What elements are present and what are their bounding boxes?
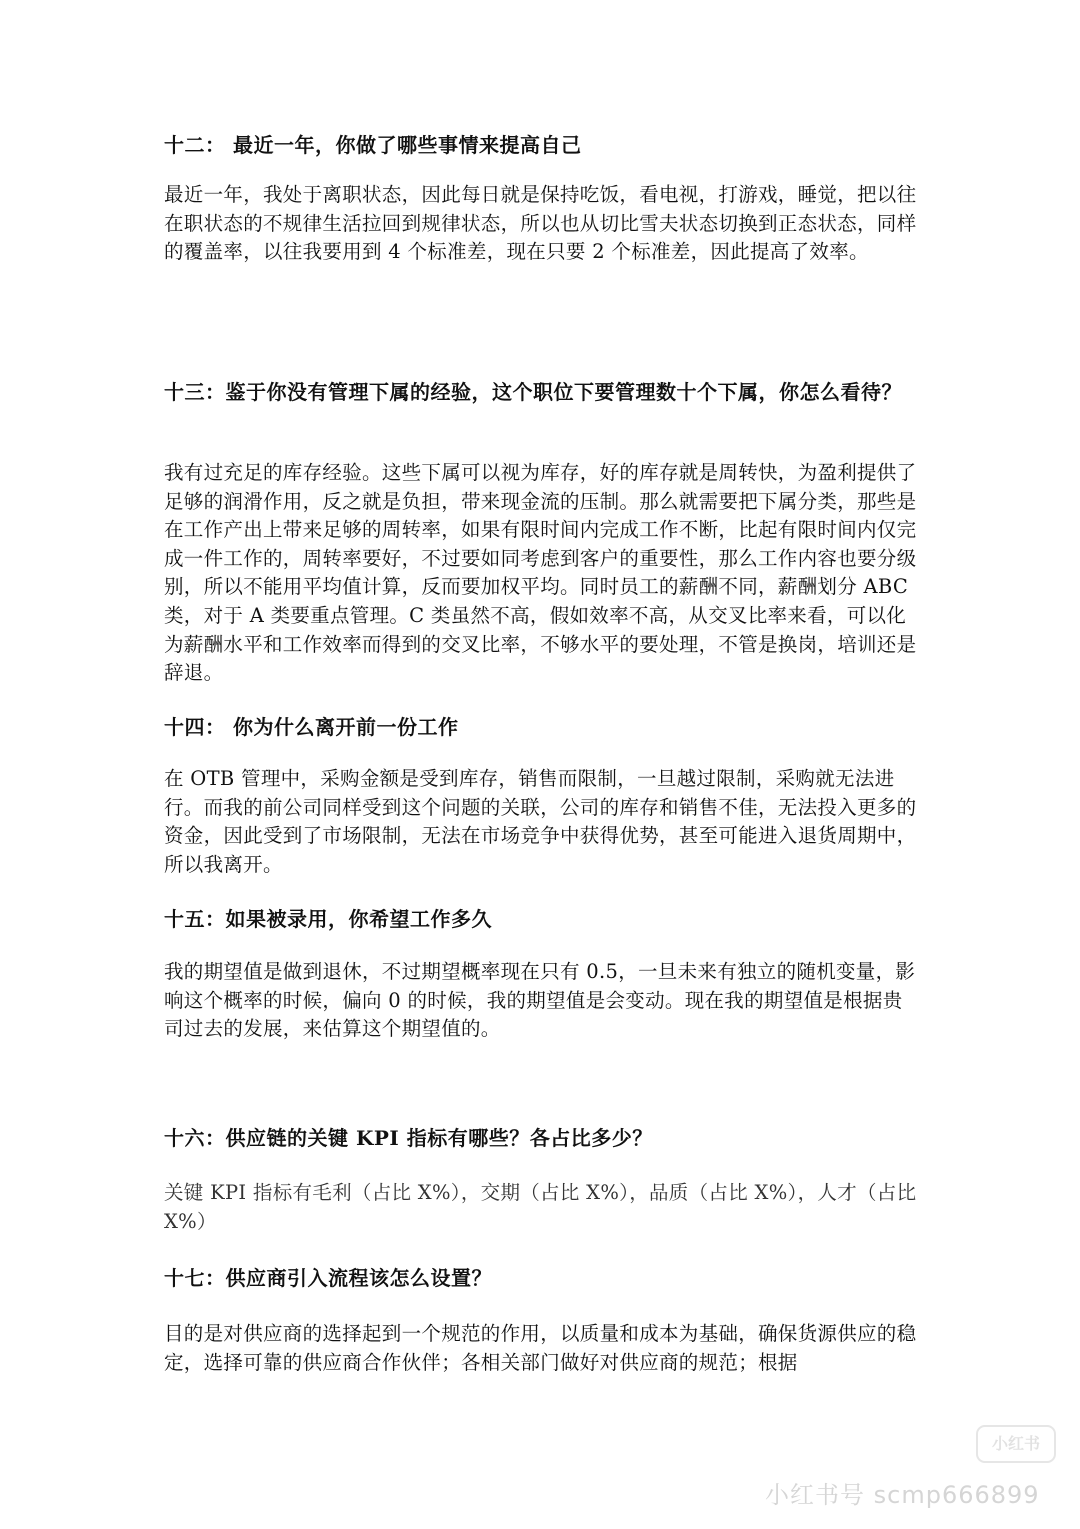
watermark-text: 小红书号 scmp666899 (765, 1481, 1040, 1509)
heading-16: 十六：供应链的关键 KPI 指标有哪些？各占比多少？ (164, 1126, 653, 1150)
paragraph-16: 关键 KPI 指标有毛利（占比 X%），交期（占比 X%），品质（占比 X%），人才（占比 X%） (164, 1181, 917, 1233)
paragraph-15: 我的期望值是做到退休，不过期望概率现在只有 0.5，一旦未来有独立的随机变量，影响这个概率的时候，偏向 0 的时候，我的期望值是会变动。现在我的期望值是根据贵司过去的发展，来估算这个期望值的。 (164, 960, 916, 1041)
heading-17: 十七：供应商引入流程该怎么设置？ (164, 1266, 492, 1290)
heading-12: 十二： 最近一年，你做了哪些事情来提高自己 (164, 133, 582, 157)
watermark-logo: 小红书 (976, 1425, 1056, 1463)
paragraph-13: 我有过充足的库存经验。这些下属可以视为库存，好的库存就是周转快，为盈利提供了足够的润滑作用，反之就是负担，带来现金流的压制。那么就需要把下属分类，那些是在工作产出上带来足够的周转率，如果有限时间内完成工作不断，比起有限时间内仅完成一件工作的，周转率要好，不过要如同考虑到客户的重要性，那么工作内容也要分级别，所以不能用平均值计算，反而要加权平均。同时员工的薪酬不同，薪酬划分 ABC 类，对于 A 类要重点管理。C 类虽然不高，假如效率不高，从交叉比率来看，可以化为薪酬水平和工作效率而得到的交叉比率，不够水平的要处理，不管是换岗，培训还是辞退。 (164, 461, 917, 685)
paragraph-14: 在 OTB 管理中，采购金额是受到库存，销售而限制，一旦越过限制，采购就无法进行。而我的前公司同样受到这个问题的关联，公司的库存和销售不佳，无法投入更多的资金，因此受到了市场限制，无法在市场竞争中获得优势，甚至可能进入退货周期中，所以我离开。 (164, 767, 917, 876)
heading-13: 十三：鉴于你没有管理下属的经验，这个职位下要管理数十个下属，你怎么看待？ (164, 380, 902, 404)
paragraph-17: 目的是对供应商的选择起到一个规范的作用，以质量和成本为基础，确保货源供应的稳定，选择可靠的供应商合作伙伴；各相关部门做好对供应商的规范；根据 (164, 1322, 917, 1374)
paragraph-12: 最近一年，我处于离职状态，因此每日就是保持吃饭，看电视，打游戏，睡觉，把以往在职状态的不规律生活拉回到规律状态，所以也从切比雪夫状态切换到正态状态，同样的覆盖率，以往我要用到 4 个标准差，现在只要 2 个标准差，因此提高了效率。 (164, 183, 917, 264)
heading-14: 十四： 你为什么离开前一份工作 (164, 715, 459, 739)
heading-15: 十五：如果被录用，你希望工作多久 (164, 907, 492, 931)
